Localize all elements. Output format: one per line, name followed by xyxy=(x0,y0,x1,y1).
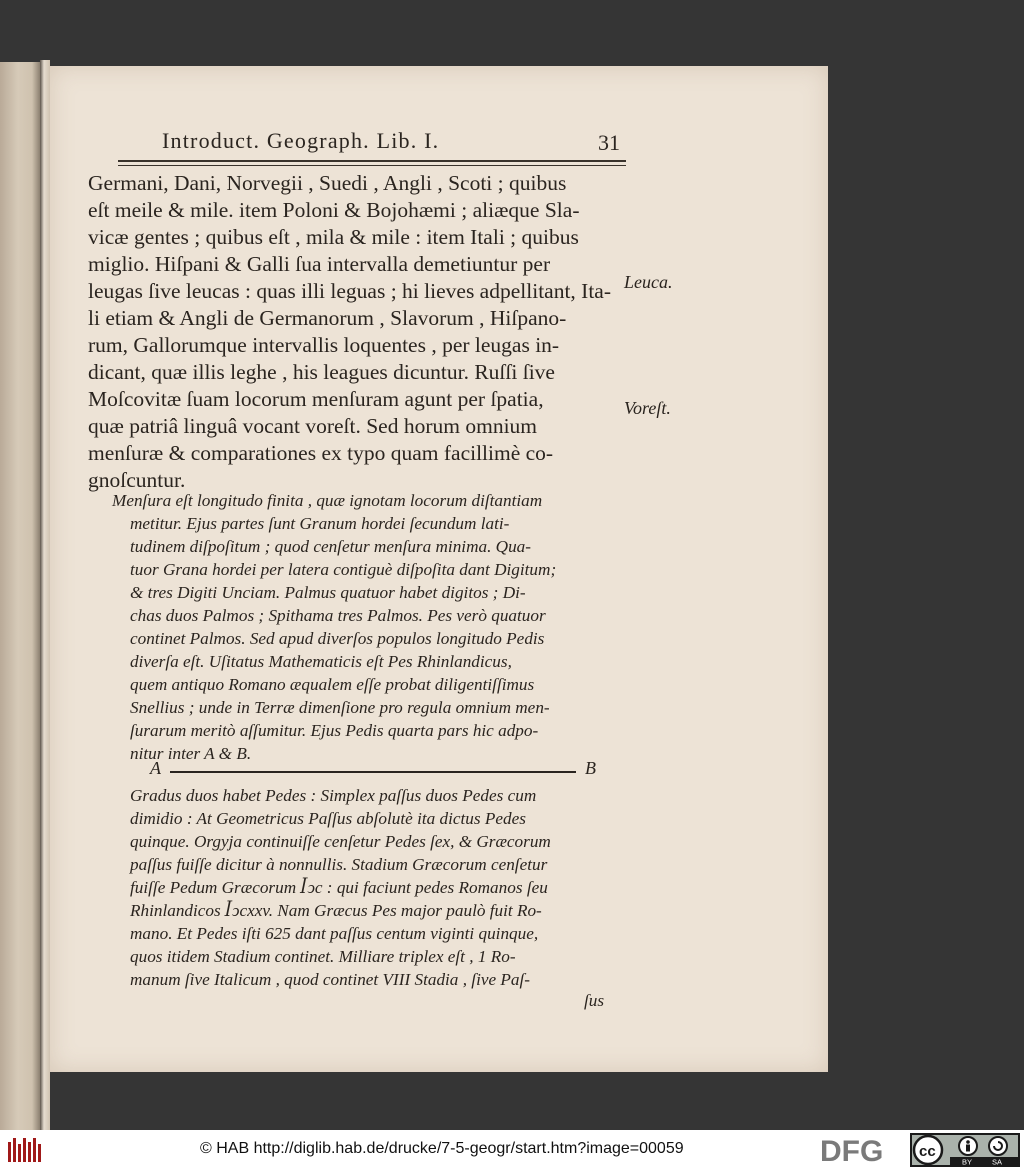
body-line: Germani, Dani, Norvegii , Suedi , Angli , Scoti ; quibus xyxy=(88,171,567,195)
note-line: dimidio : At Geometricus Paſſus abſolutè ita dictus Pedes xyxy=(130,809,526,828)
note-line: Rhinlandicos ꟾↄcxxv. Nam Græcus Pes major paulò fuit Ro- xyxy=(130,901,542,920)
note-line: mano. Et Pedes iſti 625 dant paſſus centum viginti quinque, xyxy=(130,924,539,943)
note-line: nitur inter A & B. xyxy=(130,744,252,763)
cc-license-icon[interactable] xyxy=(910,1133,1020,1167)
note-line: diverſa eſt. Uſitatus Mathematicis eſt Pes Rhinlandicus, xyxy=(130,652,512,671)
note-line: Snellius ; unde in Terræ dimenſione pro regula omnium men- xyxy=(130,698,550,717)
body-line: li etiam & Angli de Germanorum , Slavorum , Hiſpano- xyxy=(88,306,567,330)
note-line: tudinem diſpoſitum ; quod cenſetur menſura minima. Qua- xyxy=(130,537,531,556)
adjacent-page xyxy=(0,62,40,1152)
body-line: vicæ gentes ; quibus eſt , mila & mile : item Itali ; quibus xyxy=(88,225,579,249)
note-line: manum ſive Italicum , quod continet VIII Stadia , ſive Paſ- xyxy=(130,970,530,989)
cc-by-text: BY xyxy=(962,1157,973,1167)
body-line: Moſcovitæ ſuam locorum menſuram agunt per ſpatia, xyxy=(88,387,544,411)
margin-note-leuca: Leuca. xyxy=(624,272,673,292)
note-line: quinque. Orgyja continuiſſe cenſetur Pedes ſex, & Græcorum xyxy=(130,832,551,851)
scale-label-b: B xyxy=(585,758,596,778)
cc-text: cc xyxy=(919,1143,936,1160)
page-gutter xyxy=(40,60,50,1140)
note-line: paſſus fuiſſe dicitur à nonnullis. Stadium Græcorum cenſetur xyxy=(130,855,548,874)
body-line: miglio. Hiſpani & Galli ſua intervalla demetiuntur per xyxy=(88,252,551,276)
note-line: fuiſſe Pedum Græcorum ꟾↄc : qui faciunt pedes Romanos ſeu xyxy=(130,878,548,897)
note-line: quem antiquo Romano æqualem eſſe probat diligentiſſimus xyxy=(130,675,535,694)
body-line: dicant, quæ illis leghe , his leagues dicuntur. Ruſſi ſive xyxy=(88,360,555,384)
catchword: ſus xyxy=(584,991,605,1010)
dfg-text: DFG xyxy=(820,1135,884,1167)
body-line: quæ patriâ linguâ vocant voreſt. Sed horum omnium xyxy=(88,414,538,438)
quarter-foot-scale xyxy=(150,756,600,786)
note-line: Menſura eſt longitudo finita , quæ ignotam locorum diſtantiam xyxy=(112,491,543,510)
note-line: & tres Digiti Unciam. Palmus quatuor habet digitos ; Di- xyxy=(130,583,526,602)
note-line: continet Palmos. Sed apud diverſos populos longitudo Pedis xyxy=(130,629,545,648)
note-line: quos itidem Stadium continet. Milliare triplex eſt , 1 Ro- xyxy=(130,947,516,966)
header-rule-thin xyxy=(118,165,626,166)
note-line: metitur. Ejus partes ſunt Granum hordei ſecundum lati- xyxy=(130,514,510,533)
body-line: leugas ſive leucas : quas illi leguas ; hi lieves adpellitant, Ita- xyxy=(88,279,612,303)
note-line: ſurarum meritò aſſumitur. Ejus Pedis quarta pars hic adpo- xyxy=(130,721,539,740)
header-rule xyxy=(118,160,626,162)
hab-logo-icon xyxy=(6,1134,46,1166)
page-number: 31 xyxy=(598,130,620,155)
note-line: chas duos Palmos ; Spithama tres Palmos. Pes verò quatuor xyxy=(130,606,546,625)
note-line: tuor Grana hordei per latera contiguè diſpoſita dant Digitum; xyxy=(130,560,557,579)
body-line: menſuræ & comparationes ex typo quam facillimè co- xyxy=(88,441,554,465)
margin-note-vorest: Voreſt. xyxy=(624,398,671,418)
body-line: eſt meile & mile. item Poloni & Bojohæmi ; aliæque Sla- xyxy=(88,198,580,222)
running-head: Introduct. Geograph. Lib. I. xyxy=(162,128,440,153)
source-link[interactable]: © HAB http://diglib.hab.de/drucke/7-5-geogr/start.htm?image=00059 xyxy=(200,1140,684,1157)
scale-line xyxy=(170,771,576,773)
footer-bar xyxy=(0,1130,1024,1170)
body-line: gnoſcuntur. xyxy=(88,468,186,492)
note-line: Gradus duos habet Pedes : Simplex paſſus duos Pedes cum xyxy=(130,786,537,805)
dfg-logo-icon xyxy=(818,1133,908,1167)
cc-sa-text: SA xyxy=(992,1157,1003,1167)
body-line: rum, Gallorumque intervallis loquentes , per leugas in- xyxy=(88,333,560,357)
scale-label-a: A xyxy=(150,758,161,778)
